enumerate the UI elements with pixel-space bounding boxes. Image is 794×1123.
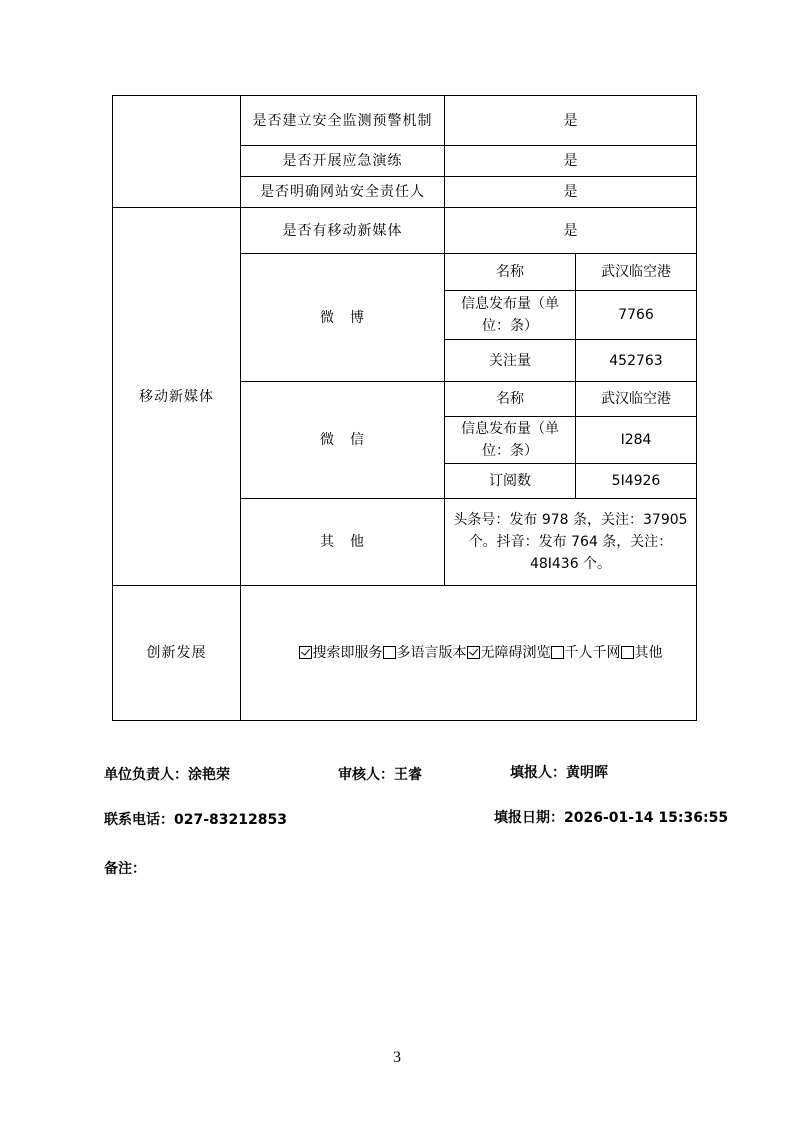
has-new-media-value: 是 (445, 208, 697, 254)
contact-phone: 联系电话：027-83212853 (104, 812, 287, 828)
drill-value: 是 (445, 146, 697, 177)
innovation-options (241, 586, 697, 721)
reviewer: 审核人：王睿 (338, 767, 422, 783)
innovation-option-label: 其他 (634, 645, 663, 661)
other-label: 其 他 (241, 499, 445, 586)
innovation-option-label: 千人千网 (564, 645, 621, 661)
other-value: 头条号：发布 978 条，关注：37905 个。抖音：发布 764 条，关注：48I436 个。 (445, 499, 697, 586)
innovation-option[interactable] (299, 645, 383, 661)
checkbox-icon[interactable] (467, 646, 480, 659)
wechat-name-label: 名称 (445, 382, 576, 417)
wechat-label: 微 信 (241, 382, 445, 499)
weibo-follow-label: 关注量 (445, 340, 576, 382)
responsible-label: 是否明确网站安全责任人 (241, 177, 445, 208)
filler: 填报人：黄明晖 (510, 765, 608, 781)
weibo-name-value: 武汉临空港 (576, 254, 697, 291)
remark-label: 备注： (104, 861, 146, 877)
report-table (112, 95, 697, 721)
checkbox-icon[interactable] (383, 646, 396, 659)
blank-section-cell (113, 96, 241, 208)
wechat-posts-value: I284 (576, 417, 697, 464)
unit-head: 单位负责人：涂艳荣 (104, 767, 230, 783)
has-new-media-label: 是否有移动新媒体 (241, 208, 445, 254)
checkbox-icon[interactable] (621, 646, 634, 659)
innovation-option-label: 多语言版本 (396, 645, 467, 661)
weibo-posts-label: 信息发布量（单位：条） (445, 291, 576, 340)
wechat-subs-label: 订阅数 (445, 464, 576, 499)
weibo-follow-value: 452763 (576, 340, 697, 382)
innovation-option[interactable] (383, 645, 467, 661)
innovation-label: 创新发展 (113, 586, 241, 721)
checkbox-icon[interactable] (551, 646, 564, 659)
innovation-option-label: 无障碍浏览 (480, 645, 551, 661)
innovation-option[interactable] (621, 645, 663, 661)
wechat-name-value: 武汉临空港 (576, 382, 697, 417)
new-media-section-label: 移动新媒体 (113, 208, 241, 586)
weibo-posts-value: 7766 (576, 291, 697, 340)
page-number: 3 (393, 1049, 401, 1066)
fill-date: 填报日期：2026-01-14 15:36:55 (494, 810, 729, 826)
monitoring-value: 是 (445, 96, 697, 146)
wechat-posts-label: 信息发布量（单位：条） (445, 417, 576, 464)
weibo-label: 微 博 (241, 254, 445, 382)
checkbox-icon[interactable] (299, 646, 312, 659)
responsible-value: 是 (445, 177, 697, 208)
monitoring-label: 是否建立安全监测预警机制 (241, 96, 445, 146)
innovation-checkbox-group (275, 642, 663, 664)
innovation-option-label: 搜索即服务 (312, 645, 383, 661)
weibo-name-label: 名称 (445, 254, 576, 291)
drill-label: 是否开展应急演练 (241, 146, 445, 177)
innovation-option[interactable] (551, 645, 621, 661)
wechat-subs-value: 5I4926 (576, 464, 697, 499)
innovation-option[interactable] (467, 645, 551, 661)
